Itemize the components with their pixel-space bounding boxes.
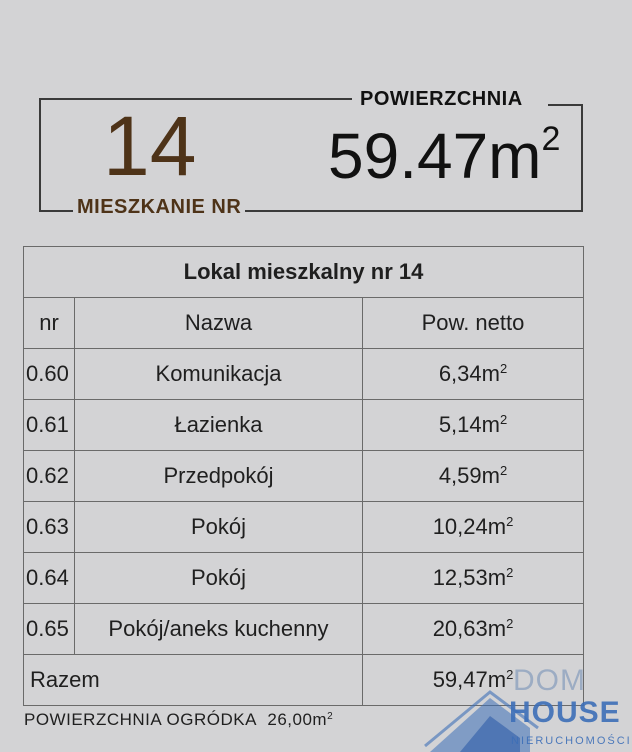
table-title-row	[24, 247, 584, 298]
table-row	[24, 604, 584, 655]
row-area: $5,14m^2$	[363, 400, 584, 451]
row-name: Przedpokój	[75, 451, 363, 502]
table-row	[24, 553, 584, 604]
table-header-row	[24, 298, 584, 349]
area-value-sup: 2	[541, 120, 561, 158]
row-nr: 0.64	[24, 553, 75, 604]
table-row	[24, 502, 584, 553]
row-nr: 0.60	[24, 349, 75, 400]
area-label: POWIERZCHNIA	[356, 88, 527, 111]
garden-area	[24, 710, 333, 730]
unit-number: 14	[103, 99, 197, 193]
area-value-number: 59.47m	[328, 120, 542, 192]
row-area: $12,53m^2$	[363, 553, 584, 604]
garden-sup: 2	[327, 711, 334, 722]
row-nr: 0.61	[24, 400, 75, 451]
row-area: $20,63m^2$	[363, 604, 584, 655]
row-area: $4,59m^2$	[363, 451, 584, 502]
row-name: Pokój/aneks kuchenny	[75, 604, 363, 655]
logo-text-sub: NIERUCHOMOŚCI	[511, 735, 632, 747]
row-nr: 0.65	[24, 604, 75, 655]
logo-text-house: HOUSE	[509, 696, 621, 729]
table-row	[24, 451, 584, 502]
row-name: Komunikacja	[75, 349, 363, 400]
table-row	[24, 400, 584, 451]
logo-text-dom: DOM	[513, 664, 586, 697]
garden-value: 26,00m	[267, 710, 328, 729]
table-title: Lokal mieszkalny nr 14	[24, 247, 584, 298]
rooms-table	[23, 246, 584, 706]
row-name: Pokój	[75, 502, 363, 553]
garden-label: POWIERZCHNIA OGRÓDKA	[24, 710, 257, 729]
row-area: $10,24m^2$	[363, 502, 584, 553]
column-header-area: Pow. netto	[363, 298, 584, 349]
total-label: Razem	[24, 655, 363, 706]
header-frame-left	[39, 98, 41, 212]
row-area: $6,34m^2$	[363, 349, 584, 400]
unit-label: MIESZKANIE NR	[73, 196, 245, 219]
header-frame-top-right	[548, 104, 583, 106]
column-header-name: Nazwa	[75, 298, 363, 349]
row-nr: 0.63	[24, 502, 75, 553]
row-name: Pokój	[75, 553, 363, 604]
table-row	[24, 349, 584, 400]
total-value: $59,47m^2$	[363, 655, 584, 706]
area-value	[328, 118, 590, 194]
row-nr: 0.62	[24, 451, 75, 502]
column-header-nr: nr	[24, 298, 75, 349]
row-name: Łazienka	[75, 400, 363, 451]
